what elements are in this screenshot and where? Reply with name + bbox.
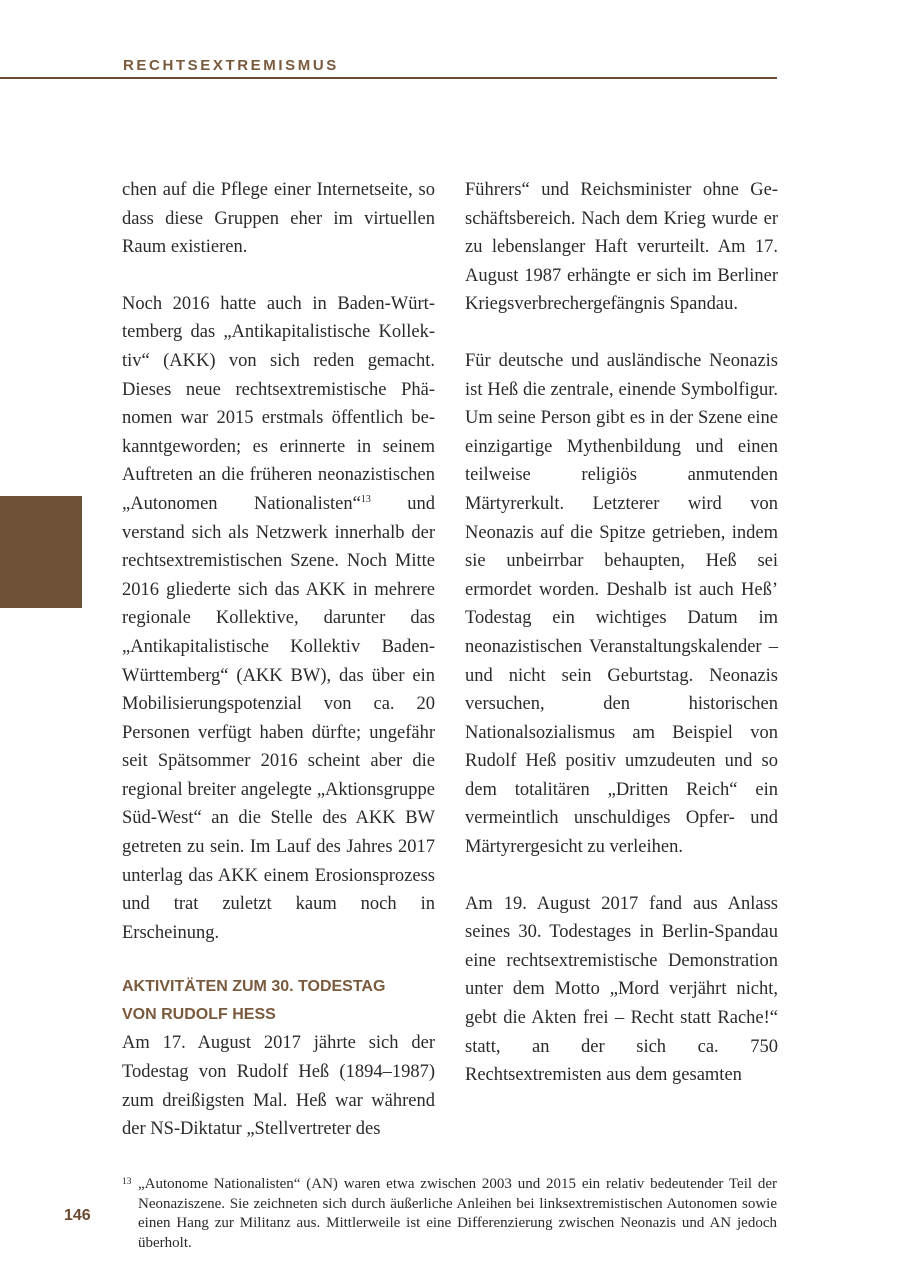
section-heading-line-1: AKTIVITÄTEN ZUM 30. TODESTAG [122, 978, 386, 996]
right-column [465, 176, 778, 1090]
section-heading-line-2: VON RUDOLF HESS [122, 1006, 276, 1024]
left-column [122, 176, 435, 1144]
chapter-tab-marker [0, 496, 82, 608]
paragraph-todestag: Am 17. August 2017 jährte sich der Todestag von Rudolf Heß (1894–1987) zum dreißigsten Mal. Heß war während der NS-Diktatur „Stellvertreter des [122, 1033, 435, 1140]
page-number: 146 [64, 1207, 91, 1224]
footnote-number: 13 [122, 1177, 132, 1187]
footnote-reference[interactable]: 13 [360, 493, 371, 505]
paragraph-symbolfigur: Für deutsche und ausländische Neonazis ist Heß die zentrale, einende Symbolfigur. Um seine Person gibt es in der Szene eine einzigartige Mythenbildung und einen teilweise religiös anmutenden Märtyrerkult. Letzterer wird von Neonazis auf die Spitze getrieben, indem sie unbeirrbar behaupten, Heß sei ermordet worden. Deshalb ist auch Heß’ Todestag ein wichtiges Datum im neonazistischen Veranstaltungskalender – und nicht sein Geburtstag. Neonazis versuchen, den historischen Nationalsozialismus am Beispiel von Rudolf Heß positiv umzudeuten und so dem totalitären „Dritten Reich“ ein vermeintlich unschuldiges Opfer- und Märtyrergesicht zu verleihen. [465, 350, 778, 858]
paragraph-akk-text-b: und verstand sich als Netzwerk innerhalb der rechtsextremistischen Szene. Noch Mitte 2016 gliederte sich das AKK in mehrere regionale Kollektive, darunter das „Antikapitalistische Kollektiv Baden-Württemberg“ (AKK BW), das über ein Mobilisierungspotenzial von ca. 20 Personen verfügt haben dürfte; ungefähr seit Spätsommer 2016 scheint aber die regional breiter angelegte „Aktionsgruppe Süd-West“ an die Stelle des AKK BW getreten zu sein. Im Lauf des Jahres 2017 unterlag das AKK einem Erosionsprozess und trat zuletzt kaum noch in Erscheinung. [122, 493, 436, 943]
running-title: RECHTSEXTREMISMUS [123, 57, 339, 74]
footnote-text: „Autonome Nationalisten“ (AN) waren etwa zwischen 2003 und 2015 ein relativ bedeutender Teil der Neonaziszene. Sie zeichneten sich durch äußerliche Anleihen bei linksextremistischen Autonomen sowie einen Hang zur Militanz aus. Mittlerweile ist eine Differenzierung zwischen Neonazis und AN jedoch überholt. [138, 1176, 777, 1251]
footnote [122, 1175, 777, 1253]
header-rule [0, 77, 777, 79]
paragraph-haft: Führers“ und Reichsminister ohne Geschäftsbereich. Nach dem Krieg wurde er zu lebenslanger Haft verurteilt. Am 17. August 1987 erhängte er sich im Berliner Kriegsverbrechergefängnis Spandau. [465, 180, 778, 315]
paragraph-internet: chen auf die Pflege einer Internetseite, so dass diese Gruppen eher im virtuellen Raum existieren. [122, 180, 435, 258]
paragraph-akk [122, 290, 435, 948]
paragraph-akk-text-a: Noch 2016 hatte auch in Baden-Württemberg das „Antikapitalistische Kollektiv“ (AKK) von sich reden gemacht. Dieses neue rechtsextremistische Phänomen war 2015 erstmals öffentlich bekanntgeworden; es erinnerte in seinem Auftreten an die früheren neonazistischen „Autonomen Nationalisten“ [122, 293, 435, 514]
section-heading [122, 973, 435, 1029]
paragraph-demonstration: Am 19. August 2017 fand aus Anlass seines 30. Todestages in Berlin-Spandau eine rechtsextremistische Demonstration unter dem Motto „Mord verjährt nicht, gebt die Akten frei – Recht statt Rache!“ statt, an der sich ca. 750 Rechtsextremisten aus dem gesamten [465, 893, 778, 1086]
